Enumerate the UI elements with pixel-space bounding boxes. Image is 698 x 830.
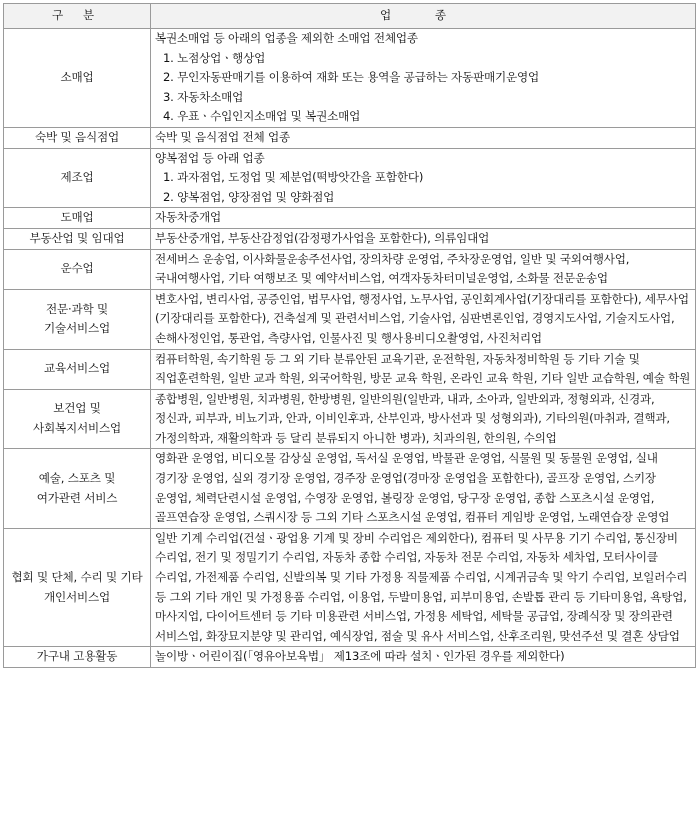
table-row-manufacturing xyxy=(4,148,696,208)
retail-item-3: 3. 자동차소매업 xyxy=(163,89,244,104)
desc-cell-association: 일반 기계 수리업(건설ㆍ광업용 기계 및 장비 수리업은 제외한다), 컴퓨터 및 사무용 기기 수리업, 통신장비 수리업, 전기 및 정밀기기 수리업, 자동차 종합 수리업, 자동차 전문 수리업, 자동차 세차업, 모터사이클 수리업, 가전제품 수리업, 신발의복 및 기타 가정용 직물제품 수리업, 시계귀금속 및 악기 수리업, 보일러수리 등 그외 기타 개인 및 가정용품 수리업, 이용업, 두발미용업, 피부미용업, 손발톱 관리 등 기타미용업, 욕탕업, 마사지업, 다이어트센터 등 기타 미용관련 서비스업, 가정용 세탁업, 세탁물 공급업, 장례식장 및 장의관련 서비스업, 화장묘지분양 및 관리업, 예식장업, 점술 및 유사 서비스업, 산후조리원, 맞선주선 및 결혼 상담업 xyxy=(151,528,696,647)
table-row-association xyxy=(4,528,696,647)
category-cell-manufacturing: 제조업 xyxy=(4,148,151,208)
manufacturing-item-2: 2. 양복점업, 양장점업 및 양화점업 xyxy=(163,189,335,204)
desc-cell-wholesale: 자동차중개업 xyxy=(151,208,696,229)
table-row-education xyxy=(4,349,696,389)
table-row-professional xyxy=(4,289,696,349)
desc-cell-education: 컴퓨터학원, 속기학원 등 그 외 기타 분류안된 교육기관, 운전학원, 자동차정비학원 등 기타 기술 및 직업훈련학원, 일반 교과 학원, 외국어학원, 방문 교육 학원, 온라인 교육 학원, 기타 일반 교습학원, 예술 학원 xyxy=(151,349,696,389)
retail-intro: 복권소매업 등 아래의 업종을 제외한 소매업 전체업종 xyxy=(155,31,418,45)
desc-cell-transport: 전세버스 운송업, 이사화물운송주선사업, 장의차량 운영업, 주차장운영업, 일반 및 국외여행사업, 국내여행사업, 기타 여행보조 및 예약서비스업, 여객자동차터미널운영업, 소화물 전문운송업 xyxy=(151,249,696,289)
table-row-wholesale xyxy=(4,208,696,229)
health-category-line1: 보건업 및 xyxy=(53,401,101,416)
category-cell-realestate: 부동산업 및 임대업 xyxy=(4,228,151,249)
category-cell-health xyxy=(4,389,151,449)
industry-table xyxy=(3,3,696,668)
category-cell-household: 가구내 고용활동 xyxy=(4,647,151,668)
category-cell-professional xyxy=(4,289,151,349)
table-row-transport xyxy=(4,249,696,289)
desc-cell-manufacturing xyxy=(151,148,696,208)
table-row-household xyxy=(4,647,696,668)
retail-item-4: 4. 우표ㆍ수입인지소매업 및 복권소매업 xyxy=(163,109,361,124)
manufacturing-intro: 양복점업 등 아래 업종 xyxy=(155,150,265,165)
retail-item-2: 2. 무인자동판매기를 이용하여 재화 또는 용역을 공급하는 자동판매기운영업 xyxy=(163,70,540,85)
category-cell-association: 협회 및 단체, 수리 및 기타 개인서비스업 xyxy=(4,528,151,647)
category-cell-wholesale: 도매업 xyxy=(4,208,151,229)
manufacturing-item-1: 1. 과자점업, 도정업 및 제분업(떡방앗간을 포함한다) xyxy=(163,170,424,185)
desc-cell-arts: 영화관 운영업, 비디오물 감상실 운영업, 독서실 운영업, 박물관 운영업, 식물원 및 동물원 운영업, 실내 경기장 운영업, 실외 경기장 운영업, 경주장 운영업(경마장 운영업을 포함한다), 골프장 운영업, 스키장 운영업, 체력단련시설 운영업, 수영장 운영업, 볼링장 운영업, 당구장 운영업, 종합 스포츠시설 운영업, 골프연습장 운영업, 스쿼시장 등 그외 기타 스포츠시설 운영업, 컴퓨터 게임방 운영업, 노래연습장 운영업 xyxy=(151,449,696,528)
desc-cell-realestate: 부동산중개업, 부동산감정업(감정평가사업을 포함한다), 의류임대업 xyxy=(151,228,696,249)
desc-cell-lodging: 숙박 및 음식점업 전체 업종 xyxy=(151,127,696,148)
column-header-industry: 업 종 xyxy=(151,4,696,29)
table-row-lodging xyxy=(4,127,696,148)
desc-cell-retail xyxy=(151,29,696,128)
category-cell-education: 교육서비스업 xyxy=(4,349,151,389)
table-header-row xyxy=(4,4,696,29)
desc-cell-health: 종합병원, 일반병원, 치과병원, 한방병원, 일반의원(일반과, 내과, 소아과, 일반외과, 정형외과, 신경과, 정신과, 피부과, 비뇨기과, 안과, 이비인후과, 산부인과, 방사선과 및 성형외과), 기타의원(마취과, 결핵과, 가정의학과, 재활의학과 등 달리 분류되지 아니한 병과), 치과의원, 한의원, 수의업 xyxy=(151,389,696,449)
table-row-retail xyxy=(4,29,696,128)
category-cell-lodging: 숙박 및 음식점업 xyxy=(4,127,151,148)
desc-cell-household: 놀이방ㆍ어린이집(「영유아보육법」 제13조에 따라 설치ㆍ인가된 경우를 제외한다) xyxy=(151,647,696,668)
professional-category-line2: 기술서비스업 xyxy=(44,321,110,336)
arts-category-line2: 여가관련 서비스 xyxy=(36,490,118,505)
professional-category-line1: 전문·과학 및 xyxy=(46,301,108,316)
category-cell-transport: 운수업 xyxy=(4,249,151,289)
column-header-category: 구 분 xyxy=(4,4,151,29)
arts-category-line1: 예술, 스포츠 및 xyxy=(38,471,116,486)
retail-item-1: 1. 노점상업ㆍ행상업 xyxy=(163,50,266,65)
health-category-line2: 사회복지서비스업 xyxy=(33,421,121,436)
table-row-health xyxy=(4,389,696,449)
desc-cell-professional: 변호사업, 변리사업, 공증인업, 법무사업, 행정사업, 노무사업, 공인회계사업(기장대리를 포함한다), 세무사업(기장대리를 포함한다), 건축설계 및 관련서비스업, 기술사업, 심판변론인업, 경영지도사업, 기술지도사업, 손해사정인업, 통관업, 측량사업, 인물사진 및 행사용비디오촬영업, 사진처리업 xyxy=(151,289,696,349)
category-cell-arts xyxy=(4,449,151,528)
table-row-arts xyxy=(4,449,696,528)
table-row-realestate xyxy=(4,228,696,249)
category-cell-retail: 소매업 xyxy=(4,29,151,128)
